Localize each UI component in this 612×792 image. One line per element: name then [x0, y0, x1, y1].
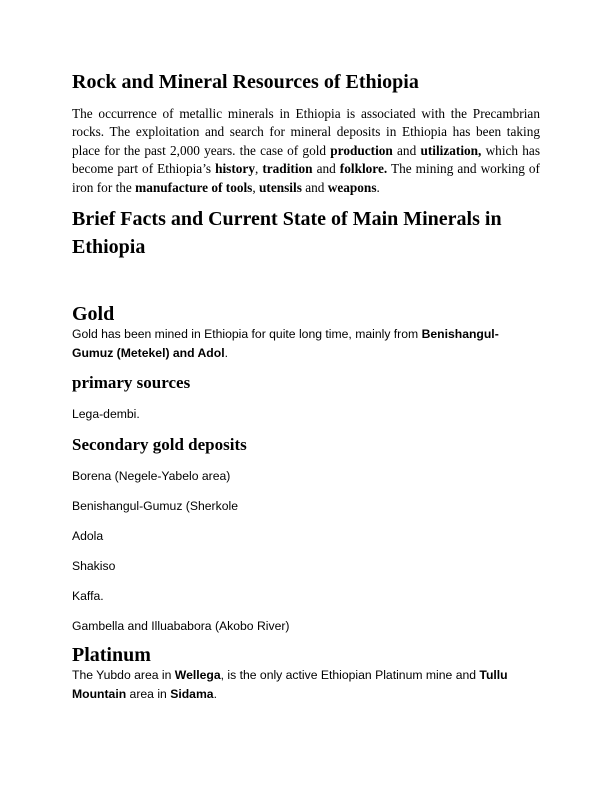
spacer	[72, 544, 540, 558]
page-title: Rock and Mineral Resources of Ethiopia	[72, 71, 419, 93]
spacer	[72, 456, 540, 468]
spacer	[72, 394, 540, 406]
intro-bold-weapons: weapons	[327, 179, 377, 195]
platinum-text-3: area in	[126, 686, 171, 701]
gold-paragraph	[72, 325, 540, 362]
gold-text-1: Gold has been mined in Ethiopia for quite long time, mainly from	[72, 327, 422, 342]
intro-text-5: and	[312, 161, 340, 177]
intro-text-2: and	[392, 142, 421, 158]
platinum-text-4: .	[213, 686, 217, 701]
spacer	[72, 484, 540, 498]
document-content	[72, 70, 540, 703]
list-item: Borena (Negele-Yabelo area)	[72, 469, 231, 484]
intro-bold-history: history	[215, 161, 255, 177]
platinum-heading: Platinum	[72, 644, 151, 667]
intro-bold-folklore: folklore.	[339, 161, 388, 177]
spacer	[72, 574, 540, 588]
intro-bold-tradition: tradition	[262, 161, 313, 177]
spacer	[72, 514, 540, 528]
intro-bold-production: production	[330, 142, 393, 158]
spacer	[72, 261, 540, 303]
intro-text-1: The occurrence of metallic minerals in Ethiopia is associated with the Precambrian rocks. The exploitation and search for mineral deposits in Ethiopia has been taking place for the past 2,000 years. the case of gold	[72, 106, 540, 158]
intro-bold-utilization: utilization,	[420, 142, 482, 158]
platinum-paragraph	[72, 666, 540, 703]
facts-heading: Brief Facts and Current State of Main Minerals in Ethiopia	[72, 208, 502, 259]
list-item: Gambella and Illuababora (Akobo River)	[72, 619, 290, 634]
intro-paragraph	[72, 105, 540, 197]
spacer	[72, 634, 540, 644]
intro-text-3: which has become part of Ethiopia’s	[72, 142, 540, 177]
list-item: Benishangul-Gumuz (Sherkole	[72, 499, 238, 514]
intro-text-9: .	[376, 179, 380, 195]
gold-text-2: .	[224, 345, 228, 360]
platinum-bold-wellega: Wellega	[174, 668, 221, 683]
platinum-bold-sidama: Sidama	[170, 686, 214, 701]
platinum-bold-tullu: Tullu Mountain	[72, 668, 508, 701]
spacer	[72, 604, 540, 618]
intro-text-7: ,	[252, 179, 260, 195]
intro-bold-tools: manufacture of tools	[135, 179, 253, 195]
primary-source-item: Lega-dembi.	[72, 407, 140, 422]
intro-text-4: ,	[254, 161, 263, 177]
spacer	[72, 362, 540, 372]
list-item: Kaffa.	[72, 589, 104, 604]
intro-bold-utensils: utensils	[259, 179, 302, 195]
gold-heading: Gold	[72, 303, 115, 326]
intro-text-8: and	[301, 179, 328, 195]
gold-bold-locations: Benishangul-Gumuz (Metekel) and Adol	[72, 327, 499, 360]
list-item: Shakiso	[72, 559, 116, 574]
list-item: Adola	[72, 529, 104, 544]
secondary-deposits-heading: Secondary gold deposits	[72, 435, 247, 455]
intro-text-6: The mining and working of iron for the	[72, 161, 540, 195]
primary-sources-heading: primary sources	[72, 373, 191, 393]
spacer	[72, 422, 540, 434]
platinum-text-2: , is the only active Ethiopian Platinum mine and	[220, 668, 480, 683]
platinum-text-1: The Yubdo area in	[72, 668, 175, 683]
